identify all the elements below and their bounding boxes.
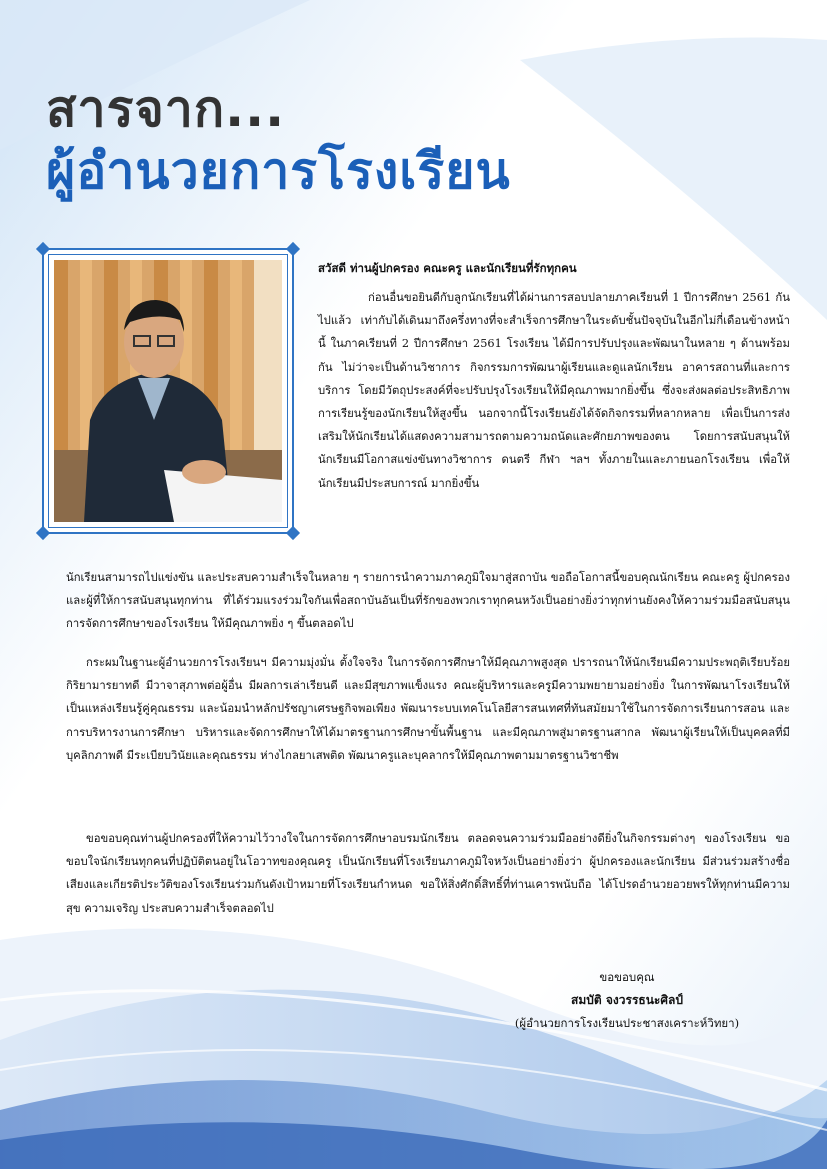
director-photo: [54, 260, 282, 522]
signature-block: [487, 966, 767, 1034]
signature-closing: ขอขอบคุณ: [599, 970, 655, 984]
director-photo-frame: [42, 248, 294, 534]
letter-greeting: สวัสดี ท่านผู้ปกครอง คณะครู และนักเรียนที่รักทุกคน: [318, 261, 577, 275]
signature-name: สมบัติ จงวรรธนะศิลป์: [571, 993, 683, 1007]
letter-paragraph-1-continued: นักเรียนสามารถไปแข่งขัน และประสบความสำเร็จในหลาย ๆ รายการนำความภาคภูมิใจมาสู่สถาบัน ขอถือโอกาสนี้ขอบคุณนักเรียน คณะครู ผู้ปกครอง และผู้ที่ให้การสนับสนุนทุกท่าน ที่ได้ร่วมแรงร่วมใจกันเพื่อสถาบันอันเป็นที่รักของพวกเราทุกคนหวังเป็นอย่างยิ่งว่าทุกท่านยังคงให้ความร่วมมือสนับสนุนการจัดการศึกษาของโรงเรียน ให้มีคุณภาพยิ่ง ๆ ขึ้นตลอดไป: [66, 571, 790, 631]
title-line-2: ผู้อำนวยการโรงเรียน: [46, 142, 511, 200]
director-portrait-image: [54, 260, 282, 522]
title-line-1: สารจาก...: [46, 80, 286, 138]
letter-paragraph-3: ขอขอบคุณท่านผู้ปกครองที่ให้ความไว้วางใจในการจัดการศึกษาอบรมนักเรียน ตลอดจนความร่วมมืออย่างดียิ่งในกิจกรรมต่างๆ ของโรงเรียน ขอขอบใจนักเรียนทุกคนที่ปฏิบัติตนอยู่ในโอวาทของคุณครู เป็นนักเรียนที่โรงเรียนภาคภูมิใจหวังเป็นอย่างยิ่งว่า ผู้ปกครองและนักเรียน มีส่วนร่วมสร้างชื่อเสียงและเกียรติประวัติของโรงเรียนร่วมกันดังเป้าหมายที่โรงเรียนกำหนด ขอให้สิ่งศักดิ์สิทธิ์ที่ท่านเคารพนับถือ ได้โปรดอำนวยอวยพรให้ทุกท่านมีความสุข ความเจริญ ประสบความสำเร็จตลอดไป: [66, 832, 790, 915]
page-title: [46, 80, 511, 200]
letter-paragraph-2: กระผมในฐานะผู้อำนวยการโรงเรียนฯ มีความมุ่งมั่น ตั้งใจจริง ในการจัดการศึกษาให้มีคุณภาพสูงสุด ปรารถนาให้นักเรียนมีความประพฤติเรียบร้อย กิริยามารยาทดี มีวาจาสุภาพต่อผู้อื่น มีผลการเล่าเรียนดี และมีสุขภาพแข็งแรง คณะผู้บริหารและครูมีความพยายามอย่างยิ่ง ในการพัฒนาโรงเรียนให้เป็นแหล่งเรียนรู้คู่คุณธรรม และน้อมนำหลักปรัชญาเศรษฐกิจพอเพียง พัฒนาระบบเทคโนโลยีสารสนเทศที่ทันสมัยมาใช้ในการจัดการเรียนการสอน และการบริหารงานการศึกษา บริหารและจัดการศึกษาให้ได้มาตรฐานการศึกษาขั้นพื้นฐาน และมีคุณภาพสู่มาตรฐานสากล พัฒนาผู้เรียนให้เป็นบุคคลที่มีบุคลิกภาพดี มีระเบียบวินัยและคุณธรรม ห่างไกลยาเสพติด พัฒนาครูและบุคลากรให้มีคุณภาพตามมาตรฐานวิชาชีพ: [66, 656, 790, 762]
signature-position: (ผู้อำนวยการโรงเรียนประชาสงเคราะห์วิทยา): [514, 1016, 740, 1030]
letter-paragraph-1: ก่อนอื่นขอยินดีกับลูกนักเรียนที่ได้ผ่านการสอบปลายภาคเรียนที่ 1 ปีการศึกษา 2561 กันไปแล้ว เท่ากับได้เดินมาถึงครึ่งทางที่จะสำเร็จการศึกษาในระดับชั้นปัจจุบันในอีกไม่กี่เดือนข้างหน้านี้ ในภาคเรียนที่ 2 ปีการศึกษา 2561 โรงเรียน ได้มีการปรับปรุงและพัฒนาในหลาย ๆ ด้านพร้อมกัน ไม่ว่าจะเป็นด้านวิชาการ กิจกรรมการพัฒนาผู้เรียนและดูแลนักเรียน อาคารสถานที่และการบริการ โดยมีวัตถุประสงค์ที่จะปรับปรุงโรงเรียนให้มีคุณภาพมากยิ่งขึ้น ซึ่งจะส่งผลต่อประสิทธิภาพการเรียนรู้ของนักเรียนให้สูงขึ้น นอกจากนี้โรงเรียนยังได้จัดกิจกรรมที่หลากหลาย เพื่อเป็นการส่งเสริมให้นักเรียนได้แสดงความสามารถตามความถนัดและศักยภาพของตน โดยการสนับสนุนให้นักเรียนมีโอกาสแข่งขันทางวิชาการ ดนตรี กีฬา ฯลฯ ทั้งภายในและภายนอกโรงเรียน เพื่อให้นักเรียนมีประสบการณ์ มากยิ่งขึ้น: [318, 291, 790, 490]
